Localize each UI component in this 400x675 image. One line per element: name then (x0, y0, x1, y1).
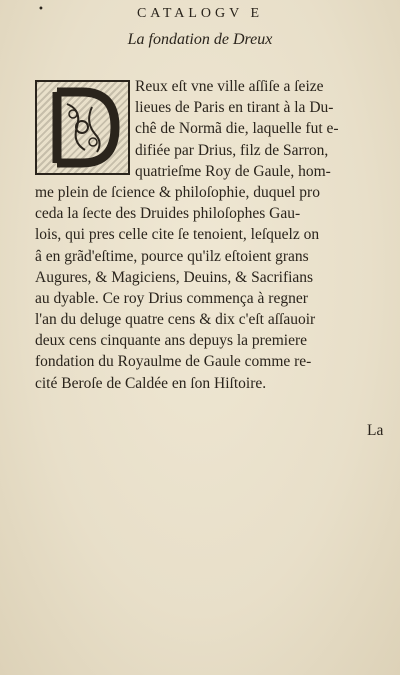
text-line: deux cens cinquante ans depuys la premiere (35, 332, 308, 350)
text-line: l'an du deluge quatre cens & dix c'eſt aſſauoir (35, 311, 316, 329)
body-text (35, 76, 387, 394)
text-line: difiée par Drius, filz de Sarron, (135, 141, 329, 159)
catchword: La (367, 422, 384, 439)
text-line: â en grãd'eſtime, pource qu'ilz eſtoient grans (35, 247, 309, 265)
text-line: cité Beroſe de Caldée en ſon Hiſtoire. (35, 374, 267, 392)
text-line: fondation du Royaulme de Gaule comme re- (35, 353, 312, 371)
text-line: lieues de Paris en tirant à la Du- (135, 99, 334, 117)
printer-mark: • (38, 4, 44, 15)
running-head: CATALOGV E (136, 6, 264, 21)
text-line: Reux eſt vne ville aſſiſe a ſeize (135, 78, 324, 95)
text-line: me plein de ſcience & philoſophie, duquel pro (35, 183, 320, 201)
chapter-title: La fondation de Dreux (127, 31, 273, 48)
text-line: quatrieſme Roy de Gaule, hom- (135, 162, 331, 180)
text-line: lois, qui pres celle cite ſe tenoient, leſquelz on (35, 226, 320, 244)
text-line: Augures, & Magiciens, Deuins, & Sacrifians (35, 268, 314, 286)
text-line: chê de Normã die, laquelle fut e- (135, 120, 339, 138)
text-line: ceda la ſecte des Druides philoſophes Gau- (35, 205, 301, 223)
text-line: au dyable. Ce roy Drius commença à regner (35, 289, 308, 307)
